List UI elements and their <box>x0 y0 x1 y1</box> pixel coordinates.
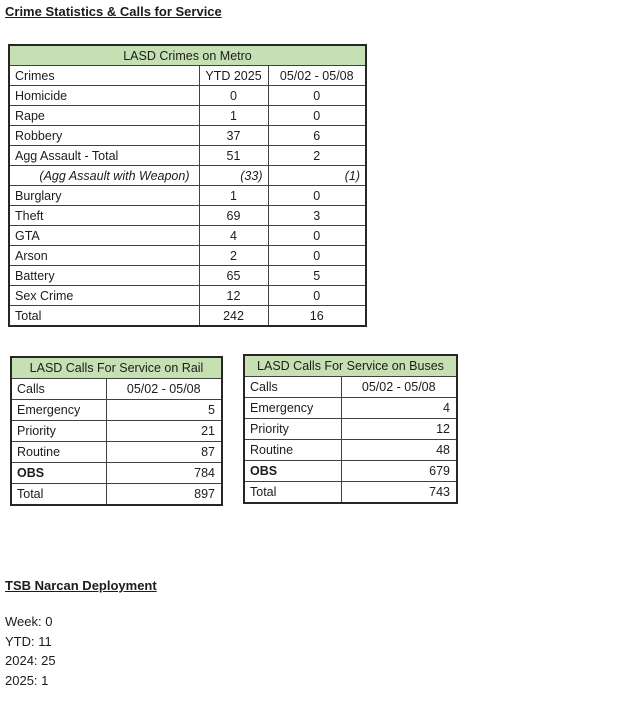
table-header-row <box>244 377 457 398</box>
crime-week-value: 0 <box>268 86 366 106</box>
call-type-label: Routine <box>11 442 106 463</box>
call-type-label: Emergency <box>244 398 341 419</box>
call-count-value: 87 <box>106 442 222 463</box>
table-row <box>9 146 366 166</box>
crime-week-value: 0 <box>268 246 366 266</box>
call-type-label: Emergency <box>11 400 106 421</box>
call-count-value: 12 <box>341 419 457 440</box>
crime-label: Theft <box>9 206 199 226</box>
table-total-row <box>244 482 457 504</box>
table-row <box>11 421 222 442</box>
crime-label: GTA <box>9 226 199 246</box>
crime-ytd-value: 65 <box>199 266 268 286</box>
table-header-row <box>11 379 222 400</box>
column-header-ytd: YTD 2025 <box>199 66 268 86</box>
table-row <box>11 400 222 421</box>
call-type-label: Total <box>244 482 341 504</box>
page-title: Crime Statistics & Calls for Service <box>5 4 222 19</box>
call-count-value: 897 <box>106 484 222 506</box>
call-type-label: Priority <box>11 421 106 442</box>
crime-label: Robbery <box>9 126 199 146</box>
crime-ytd-value: 69 <box>199 206 268 226</box>
column-header-crimes: Crimes <box>9 66 199 86</box>
column-header-calls: Calls <box>11 379 106 400</box>
crimes-table-title: LASD Crimes on Metro <box>9 45 366 66</box>
call-count-value: 5 <box>106 400 222 421</box>
call-type-label: Total <box>11 484 106 506</box>
crime-week-value: 0 <box>268 186 366 206</box>
crime-week-value: 16 <box>268 306 366 327</box>
crime-label: Sex Crime <box>9 286 199 306</box>
narcan-2025-line: 2025: 1 <box>5 673 49 689</box>
crime-ytd-value: 242 <box>199 306 268 327</box>
table-row <box>9 45 366 66</box>
table-total-row <box>9 306 366 327</box>
crime-ytd-value: 2 <box>199 246 268 266</box>
crime-ytd-value: 0 <box>199 86 268 106</box>
call-count-value: 784 <box>106 463 222 484</box>
crime-ytd-value: 12 <box>199 286 268 306</box>
calls-for-service-rail-table <box>10 356 223 506</box>
table-row <box>11 442 222 463</box>
table-row <box>9 246 366 266</box>
table-row <box>244 355 457 377</box>
table-row <box>11 463 222 484</box>
crime-sublabel: (Agg Assault with Weapon) <box>9 166 199 186</box>
narcan-week-line: Week: 0 <box>5 614 53 629</box>
table-total-row <box>11 484 222 506</box>
call-type-label: Routine <box>244 440 341 461</box>
call-type-label: OBS <box>11 463 106 484</box>
call-type-label: OBS <box>244 461 341 482</box>
column-header-calls: Calls <box>244 377 341 398</box>
crime-ytd-value: 37 <box>199 126 268 146</box>
table-header-row <box>9 66 366 86</box>
crime-label: Total <box>9 306 199 327</box>
crime-ytd-value: 1 <box>199 186 268 206</box>
table-row <box>9 206 366 226</box>
narcan-ytd-line: YTD: 11 <box>5 633 52 649</box>
narcan-stats-block <box>5 612 56 691</box>
call-type-label: Priority <box>244 419 341 440</box>
crime-week-value: 0 <box>268 106 366 126</box>
call-count-value: 743 <box>341 482 457 504</box>
crime-ytd-value: 51 <box>199 146 268 166</box>
crime-week-value: 6 <box>268 126 366 146</box>
crime-ytd-value: (33) <box>199 166 268 186</box>
bus-table-title: LASD Calls For Service on Buses <box>244 355 457 377</box>
call-count-value: 4 <box>341 398 457 419</box>
crime-label: Battery <box>9 266 199 286</box>
table-row <box>244 461 457 482</box>
call-count-value: 679 <box>341 461 457 482</box>
narcan-section-title: TSB Narcan Deployment <box>5 578 157 593</box>
crime-label: Agg Assault - Total <box>9 146 199 166</box>
table-row <box>9 186 366 206</box>
crime-week-value: 0 <box>268 226 366 246</box>
calls-for-service-buses-table <box>243 354 458 504</box>
crime-ytd-value: 1 <box>199 106 268 126</box>
column-header-week: 05/02 - 05/08 <box>341 377 457 398</box>
table-subrow <box>9 166 366 186</box>
table-row <box>244 398 457 419</box>
table-row <box>9 126 366 146</box>
table-row <box>9 86 366 106</box>
table-row <box>244 419 457 440</box>
rail-table-title: LASD Calls For Service on Rail <box>11 357 222 379</box>
column-header-week: 05/02 - 05/08 <box>106 379 222 400</box>
crime-ytd-value: 4 <box>199 226 268 246</box>
column-header-week: 05/02 - 05/08 <box>268 66 366 86</box>
table-row <box>11 357 222 379</box>
crime-week-value: 2 <box>268 146 366 166</box>
table-row <box>9 226 366 246</box>
crime-week-value: 3 <box>268 206 366 226</box>
crime-week-value: (1) <box>268 166 366 186</box>
call-count-value: 48 <box>341 440 457 461</box>
crime-week-value: 0 <box>268 286 366 306</box>
table-row <box>9 106 366 126</box>
table-row <box>9 266 366 286</box>
table-row <box>9 286 366 306</box>
crimes-on-metro-table <box>8 44 367 327</box>
crime-label: Arson <box>9 246 199 266</box>
call-count-value: 21 <box>106 421 222 442</box>
crime-label: Homicide <box>9 86 199 106</box>
table-row <box>244 440 457 461</box>
crime-label: Burglary <box>9 186 199 206</box>
crime-week-value: 5 <box>268 266 366 286</box>
narcan-2024-line: 2024: 25 <box>5 653 56 669</box>
crime-label: Rape <box>9 106 199 126</box>
